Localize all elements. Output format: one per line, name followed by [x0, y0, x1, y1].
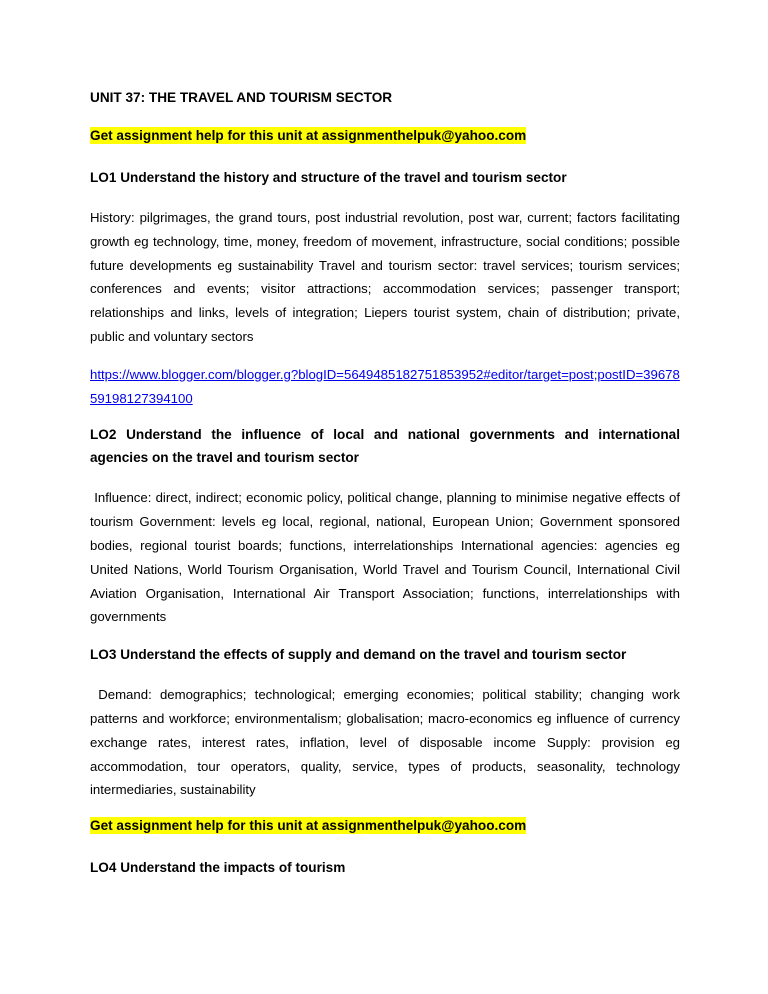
lo2-heading: LO2 Understand the influence of local and national governments and international agencies on the travel and tourism sector — [90, 427, 680, 466]
promo-highlight-text: Get assignment help for this unit at assignmenthelpuk@yahoo.com — [90, 128, 527, 143]
promo-line-bottom — [90, 816, 680, 836]
document-title: UNIT 37: THE TRAVEL AND TOURISM SECTOR — [90, 90, 393, 105]
lo1-heading: LO1 Understand the history and structure of the travel and tourism sector — [90, 170, 567, 185]
lo1-body: History: pilgrimages, the grand tours, post industrial revolution, post war, current; factors facilitating growth eg technology, time, money, freedom of movement, infrastructure, social conditions; possible future developments eg sustainability Travel and tourism sector: travel services; tourism services; conferences and events; visitor attractions; accommodation services; passenger transport; relationships and links, levels of integration; Liepers tourist system, chain of distribution; private, public and voluntary sectors — [90, 210, 680, 344]
blogger-link[interactable]: https://www.blogger.com/blogger.g?blogID=5649485182751853952#editor/target=post;postID=3967859198127394100 — [90, 366, 680, 406]
lo3-body: Demand: demographics; technological; emerging economies; political stability; changing work patterns and workforce; environmentalism; globalisation; macro-economics eg influence of currency exchange rates, interest rates, inflation, level of disposable income Supply: provision eg accommodation, tour operators, quality, service, types of products, seasonality, technology intermediaries, sustainability — [90, 687, 684, 798]
lo4-heading: LO4 Understand the impacts of tourism — [90, 860, 346, 876]
promo-line-top — [90, 126, 680, 146]
promo-highlight-text: Get assignment help for this unit at assignmenthelpuk@yahoo.com — [90, 818, 527, 834]
lo3-heading: LO3 Understand the effects of supply and demand on the travel and tourism sector — [90, 647, 627, 663]
lo2-body: Influence: direct, indirect; economic policy, political change, planning to minimise negative effects of tourism Government: levels eg local, regional, national, European Union; Government sponsored bodies, regional tourist boards; functions, interrelationships International agencies: agencies eg United Nations, World Tourism Organisation, World Travel and Tourism Council, International Civil Aviation Organisation, International Air Transport Association; functions, interrelationships with governments — [90, 490, 684, 625]
document-page — [90, 88, 684, 896]
